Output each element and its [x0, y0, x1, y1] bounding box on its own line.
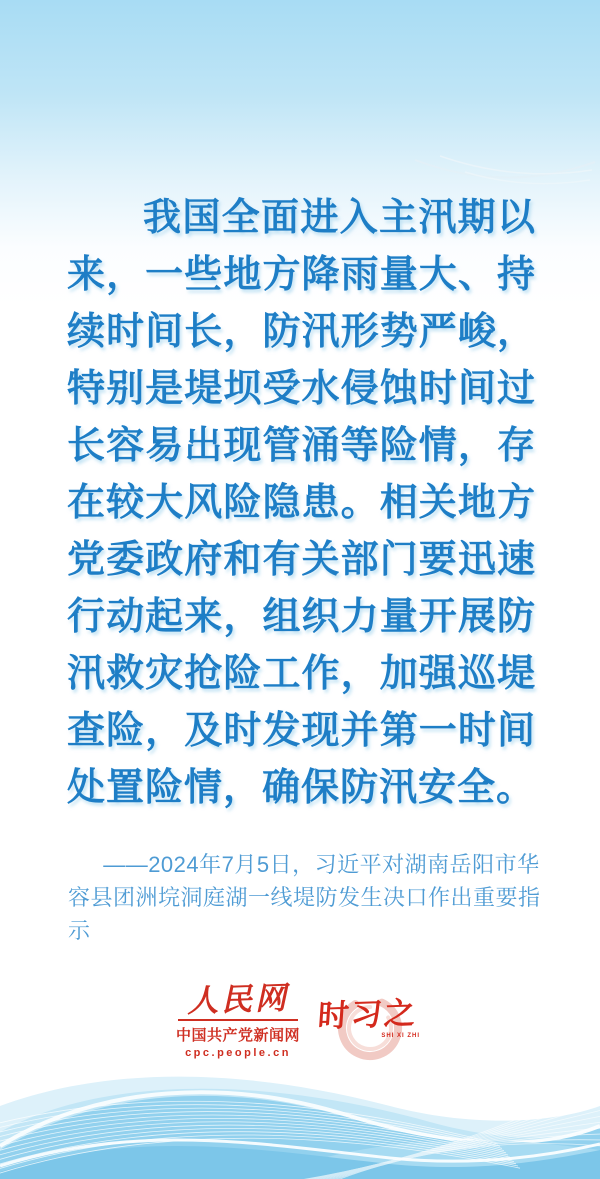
cpc-news-site-name: 中国共产党新闻网: [176, 1027, 301, 1044]
peoples-daily-logo: [176, 982, 300, 1059]
peoples-daily-wordmark: 人民网: [186, 980, 290, 1019]
quote-text: 我国全面进入主汛期以来，一些地方降雨量大、持续时间长，防汛形势严峻，特别是堤坝受水侵蚀时间过长容易出现管涌等险情，存在较大风险隐患。相关地方党委政府和有关部门要迅速行动起来，组织力量开展防汛救灾抢险工作，加强巡堤查险，及时发现并第一时间处置险情，确保防汛安全。: [67, 197, 536, 809]
water-waves-decoration: [0, 1054, 600, 1179]
footer-logos: [0, 982, 600, 1064]
attribution-text: ——2024年7月5日，习近平对湖南岳阳市华容县团洲垸洞庭湖一线堤防发生决口作出重要指示: [68, 852, 541, 943]
shixizhi-wordmark: 时习之: [316, 995, 419, 1034]
cpc-news-url: cpc.people.cn: [185, 1047, 291, 1059]
shixizhi-logo: [316, 986, 424, 1064]
shixizhi-subtitle: SHI XI ZHI: [381, 1033, 420, 1039]
